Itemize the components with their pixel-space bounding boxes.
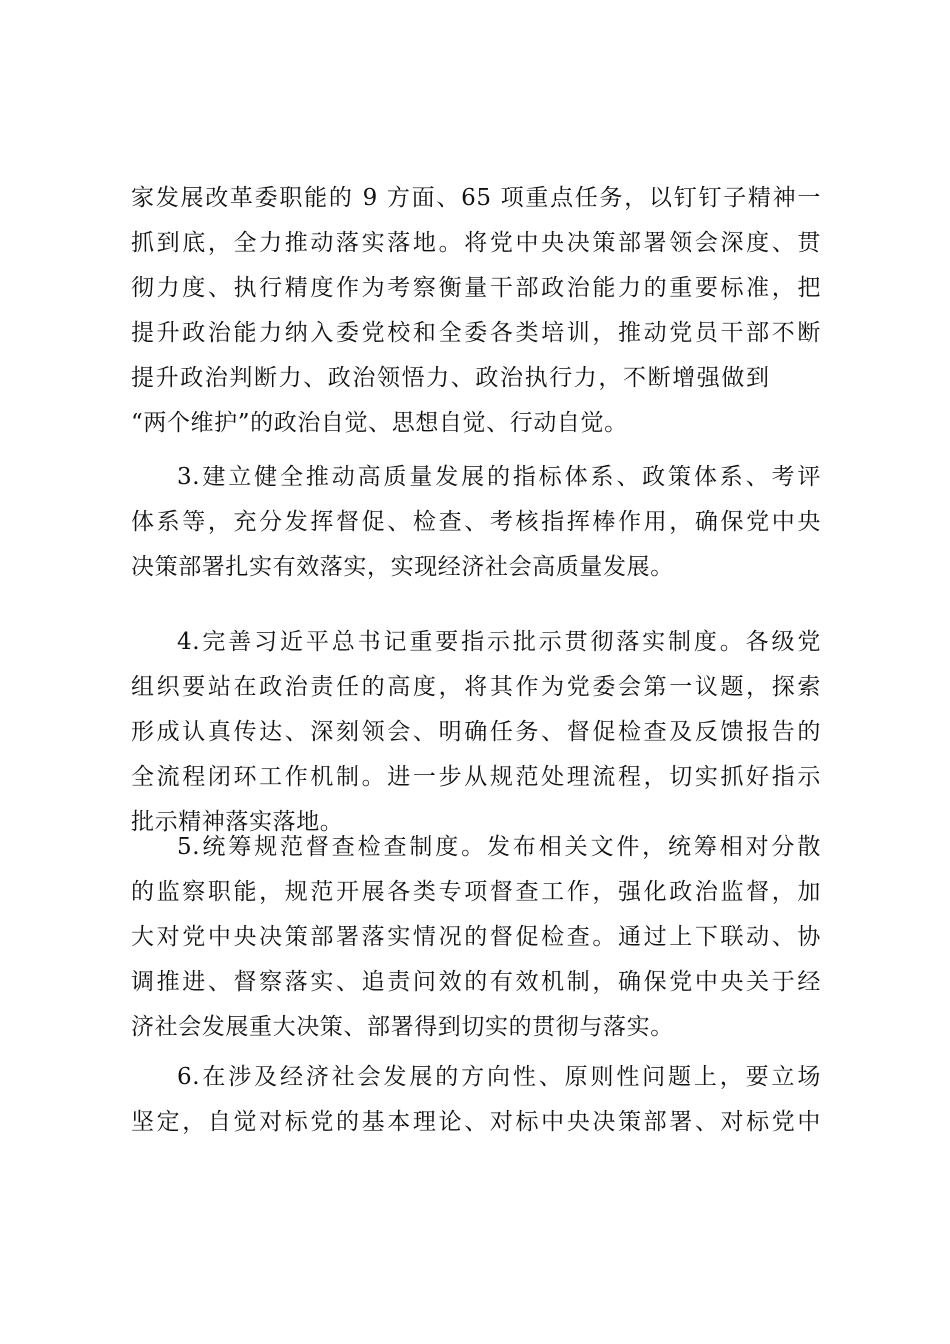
paragraph-line: 3.建立健全推动高质量发展的指标体系、政策体系、考评 [177,464,821,490]
paragraph-4 [131,620,821,845]
paragraph-line: 体系等，充分发挥督促、检查、考核指挥棒作用，确保党中央 [131,509,821,535]
paragraph-line: 抓到底，全力推动落实落地。将党中央决策部署领会深度、贯 [131,230,821,256]
paragraph-3 [131,455,821,590]
paragraph-5 [131,825,821,1050]
paragraph-line: 调推进、督察落实、追责问效的有效机制，确保党中央关于经 [131,969,821,995]
paragraph-line: 提升政治能力纳入委党校和全委各类培训，推动党员干部不断 [131,320,821,346]
paragraph-line: 提升政治判断力、政治领悟力、政治执行力，不断增强做到 [131,365,771,391]
paragraph-line: 家发展改革委职能的 9 方面、65 项重点任务，以钉钉子精神一 [131,185,821,211]
paragraph-line: 4.完善习近平总书记重要指示批示贯彻落实制度。各级党 [177,629,821,655]
paragraph-line: 批示精神落实落地。 [131,809,344,835]
paragraph-line: “两个维护”的政治自觉、思想自觉、行动自觉。 [131,410,628,436]
paragraph-line: 彻力度、执行精度作为考察衡量干部政治能力的重要标准，把 [131,275,821,301]
paragraph-line: 济社会发展重大决策、部署得到切实的贯彻与落实。 [131,1014,674,1040]
paragraph-line: 6.在涉及经济社会发展的方向性、原则性问题上，要立场 [177,1064,821,1090]
paragraph-continuation [131,176,821,446]
paragraph-line: 组织要站在政治责任的高度，将其作为党委会第一议题，探索 [131,674,821,700]
paragraph-line: 决策部署扎实有效落实，实现经济社会高质量发展。 [131,554,674,580]
paragraph-line: 形成认真传达、深刻领会、明确任务、督促检查及反馈报告的 [131,719,821,745]
paragraph-line: 坚定，自觉对标党的基本理论、对标中央决策部署、对标党中 [131,1109,821,1135]
paragraph-line: 大对党中央决策部署落实情况的督促检查。通过上下联动、协 [131,924,821,950]
paragraph-line: 的监察职能，规范开展各类专项督查工作，强化政治监督，加 [131,879,821,905]
paragraph-line: 5.统筹规范督查检查制度。发布相关文件，统筹相对分散 [177,834,821,860]
paragraph-line: 全流程闭环工作机制。进一步从规范处理流程，切实抓好指示 [131,764,821,790]
paragraph-6 [131,1055,821,1145]
